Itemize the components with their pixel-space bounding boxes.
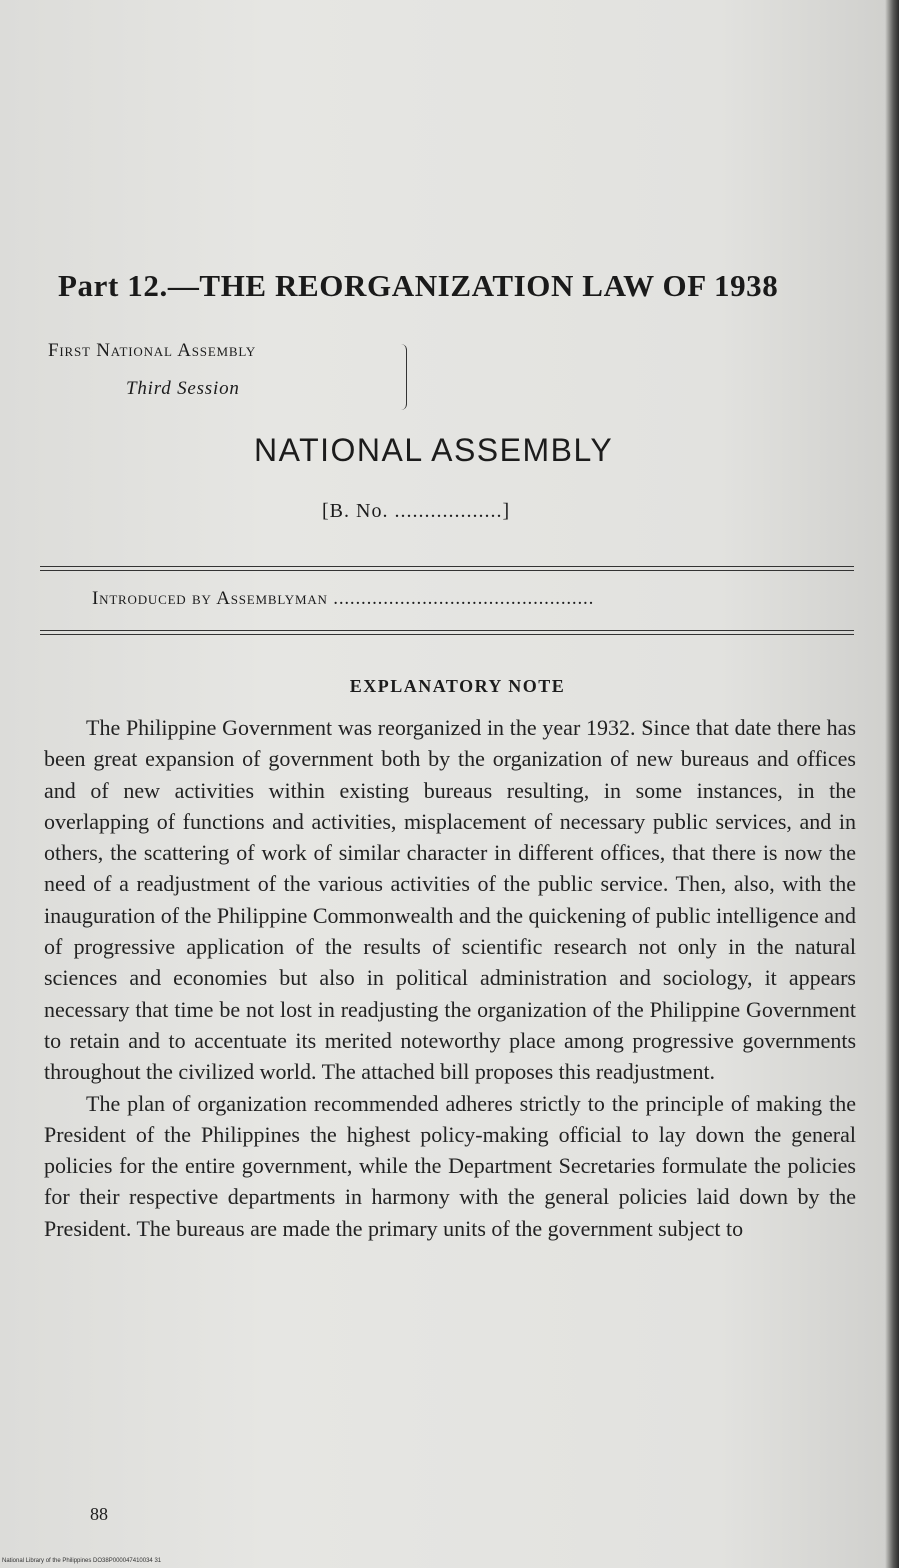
introduced-by-line: Introduced by Assemblyman ...............................................: [92, 588, 595, 609]
paragraph: The Philippine Government was reorganized in the year 1932. Since that date there has been great expansion of government both by the organization of new bureaus and offices and of new activities within existing bureaus resulting, in some instances, in the overlapping of functions and activities, misplacement of necessary public services, and in others, the scattering of work of similar character in different offices, that there is now the need of a readjustment of the various activities of the public service. Then, also, with the inauguration of the Philippine Commonwealth and the quickening of public intelligence and of progressive application of the results of scientific research not only in the natural sciences and economies but also in political administration and sociology, it appears necessary that time be not lost in readjusting the organization of the Philippine Government to retain and to accentuate its merited noteworthy place among progressive governments throughout the civilized world. The attached bill proposes this readjustment.: [44, 715, 856, 1085]
divider-rule: [40, 630, 854, 631]
brace-mark: [398, 344, 407, 410]
national-assembly-heading: NATIONAL ASSEMBLY: [254, 432, 614, 468]
explanatory-note-body: [44, 712, 856, 1244]
page-number: 88: [90, 1504, 108, 1524]
divider-rule: [40, 634, 854, 635]
divider-rule: [40, 566, 854, 567]
session-label: Third Session: [126, 378, 240, 399]
library-footer: National Library of the Philippines DO38P000047410034 31: [2, 1558, 162, 1564]
page-edge-shadow: [885, 0, 899, 1568]
explanatory-note-heading: EXPLANATORY NOTE: [349, 676, 566, 696]
paragraph: The plan of organization recommended adheres strictly to the principle of making the President of the Philippines the highest policy-making official to lay down the general policies for the entire government, while the Department Secretaries formulate the policies for their respective departments in harmony with the general policies laid down by the President. The bureaus are made the primary units of the government subject to: [44, 1090, 856, 1241]
part-title: Part 12.—THE REORGANIZATION LAW OF 1938: [58, 268, 779, 303]
divider-rule: [40, 570, 854, 571]
bill-number: [B. No. ..................]: [322, 500, 511, 522]
assembly-label: First National Assembly: [48, 340, 257, 361]
